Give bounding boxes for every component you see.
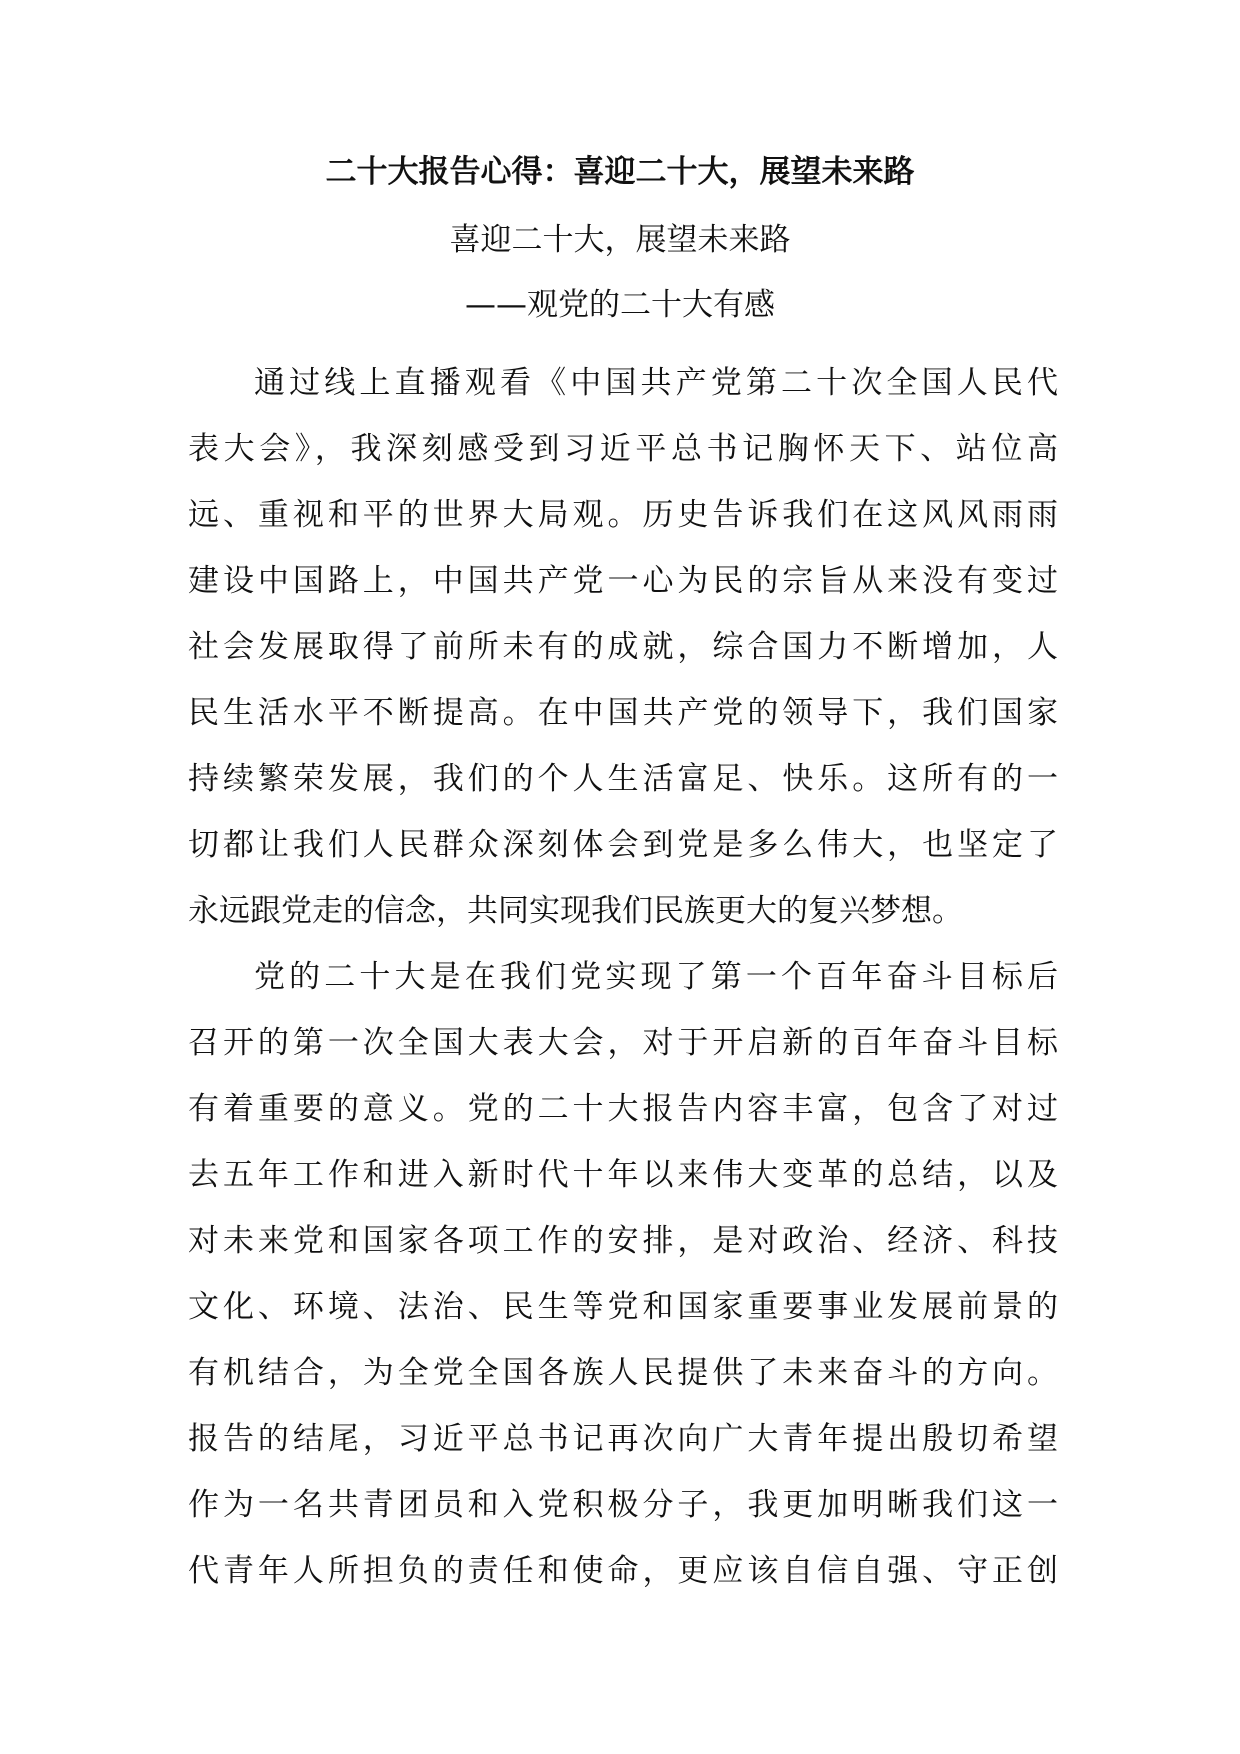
paragraph-line: 持续繁荣发展，我们的个人生活富足、快乐。这所有的一	[188, 761, 1058, 797]
paragraph-line: 对未来党和国家各项工作的安排，是对政治、经济、科技	[188, 1223, 1058, 1259]
paragraph-line: 永远跟党走的信念，共同实现我们民族更大的复兴梦想。	[188, 893, 963, 929]
document-subheading: ——观党的二十大有感	[465, 287, 775, 323]
document-body	[188, 350, 1058, 1604]
paragraph-line: 表大会》，我深刻感受到习近平总书记胸怀天下、站位高	[188, 431, 1058, 467]
paragraph-line: 民生活水平不断提高。在中国共产党的领导下，我们国家	[188, 695, 1058, 731]
paragraph-1	[188, 350, 1058, 944]
paragraph-line: 远、重视和平的世界大局观。历史告诉我们在这风风雨雨	[188, 497, 1058, 533]
paragraph-line: 去五年工作和进入新时代十年以来伟大变革的总结，以及	[188, 1157, 1058, 1193]
paragraph-line: 通过线上直播观看《中国共产党第二十次全国人民代	[254, 365, 1058, 401]
paragraph-line: 作为一名共青团员和入党积极分子，我更加明晰我们这一	[188, 1487, 1058, 1523]
document-subtitle: 喜迎二十大，展望未来路	[449, 222, 791, 258]
paragraph-line: 党的二十大是在我们党实现了第一个百年奋斗目标后	[254, 959, 1058, 995]
paragraph-line: 报告的结尾，习近平总书记再次向广大青年提出殷切希望	[188, 1421, 1058, 1457]
paragraph-line: 切都让我们人民群众深刻体会到党是多么伟大，也坚定了	[188, 827, 1058, 863]
paragraph-line: 文化、环境、法治、民生等党和国家重要事业发展前景的	[188, 1289, 1058, 1325]
paragraph-line: 有机结合，为全党全国各族人民提供了未来奋斗的方向。	[188, 1355, 1058, 1391]
paragraph-line: 代青年人所担负的责任和使命，更应该自信自强、守正创	[188, 1553, 1058, 1589]
paragraph-line: 召开的第一次全国大表大会，对于开启新的百年奋斗目标	[188, 1025, 1058, 1061]
paragraph-line: 社会发展取得了前所未有的成就，综合国力不断增加，人	[188, 629, 1058, 665]
paragraph-line: 建设中国路上，中国共产党一心为民的宗旨从来没有变过	[188, 563, 1058, 599]
paragraph-2	[188, 944, 1058, 1604]
document-title: 二十大报告心得：喜迎二十大，展望未来路	[325, 154, 915, 190]
paragraph-line: 有着重要的意义。党的二十大报告内容丰富，包含了对过	[188, 1091, 1058, 1127]
